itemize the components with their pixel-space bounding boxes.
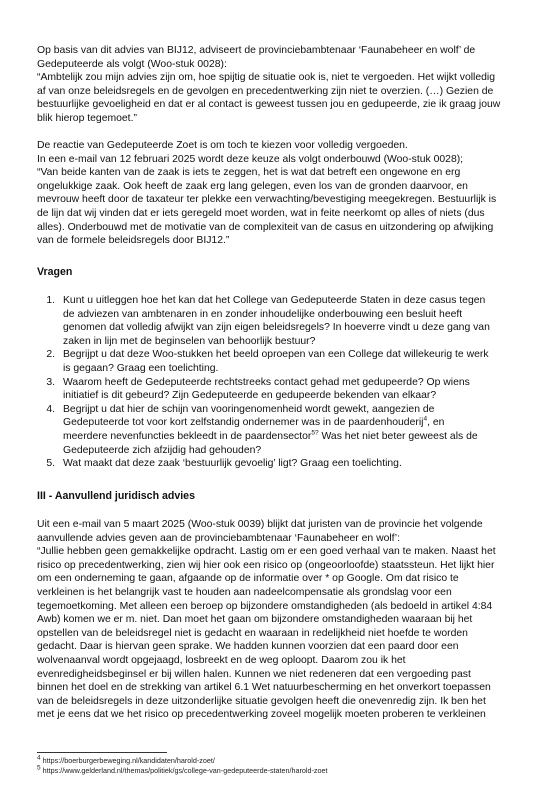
text-fragment: , en (427, 417, 445, 429)
footnote-ref: 4 (423, 415, 428, 423)
text-line: blik hierop tegemoet.” (37, 112, 137, 124)
footnote-mark: 4 (37, 754, 41, 762)
text-line: initiatief is dit gebeurd? Zijn Gedeputeerde en gedupeerde bekenden van elkaar? (63, 390, 437, 402)
footnotes (37, 756, 328, 776)
legal-paragraph (37, 518, 525, 722)
text-line: Awb) komen we er m. niet. Dan moet het gaan om bijzondere omstandigheden waaraan bij het (37, 614, 473, 626)
text-line: mevrouw heeft door de taxateur ter plekke een verwachting/bevestiging meegekregen. Bestuurlijk is (37, 194, 497, 206)
text-line: gedacht. Daar is hiervan geen sprake. We hadden kunnen voorzien dat een paard door een (37, 641, 459, 653)
text-line: De reactie van Gedeputeerde Zoet is om toch te kiezen voor volledig vergoeden. (37, 140, 408, 151)
footnote-link[interactable]: https://boerburgerbeweging.nl/kandidaten/harold-zoet/ (40, 756, 215, 765)
text-line: In een e-mail van 12 februari 2025 wordt deze keuze als volgt onderbouwd (Woo-stuk 0028); (37, 153, 464, 165)
text-line: verkleinen is het belangrijk vast te houden aan nadeelcompensatie als grondslag voor een (37, 586, 452, 598)
text-line: evenredigheidsbeginsel er bij willen halen. Kunnen we niet redeneren dat een vergoeding past (37, 668, 471, 680)
reaction-paragraph (37, 139, 525, 248)
text-line: “Jullie hebben geen gemakkelijke opdracht. Lastig om er een goed verhaal van te maken. Naast het (37, 546, 496, 558)
text-line: van de beleidsregels in deze uitzonderlijke situatie gevolgen heeft die onevenredig zijn. Ik ben het (37, 695, 486, 707)
text-line: is gegaan? Graag een toelichting. (63, 362, 219, 374)
text-line: Gedeputeerde als volgt (Woo-stuk 0028): (37, 58, 227, 70)
text-line: Waarom heeft de Gedeputeerde rechtstreeks contact gehad met gedupeerde? Op wiens (63, 376, 470, 388)
intro-paragraph (37, 44, 525, 126)
text-line: risico op precedentwerking, zien wij hier ook een risico op (ongeoorloofde) staatssteun. Het lijkt hier (37, 559, 495, 571)
list-item (37, 294, 527, 348)
list-number: 1. (46, 295, 55, 306)
text-line: Uit een e-mail van 5 maart 2025 (Woo-stuk 0039) blijkt dat juristen van de provincie het volgende (37, 519, 483, 530)
footnote-link[interactable]: https://www.gelderland.nl/themas/politiek/gs/college-van-gedeputeerde-staten/harold-zoet (40, 766, 328, 775)
list-number: 4. (46, 403, 55, 415)
text-line: genomen dat volledig afwijkt van zijn eigen beleidsregels? In hoeverre vindt u deze gang van (63, 322, 490, 334)
text-line: Op basis van dit advies van BIJ12, adviseert de provinciebambtenaar ‘Faunabeheer en wolf’ de (37, 45, 476, 56)
text-line: Wat maakt dat deze zaak ‘bestuurlijk gevoelig’ ligt? Graag een toelichting. (63, 458, 402, 470)
footnote-mark: 5 (37, 764, 41, 772)
list-item (37, 376, 527, 403)
footnote-item (37, 766, 328, 776)
text-line: alles). Onderbouwd met de motivatie van de complexiteit van de casus en uitzondering op afwijking (37, 221, 494, 233)
questions-heading: Vragen (37, 266, 73, 278)
text-line (63, 416, 527, 430)
text-line: binnen het doel en de strekking van artikel 6.1 Wet natuurbescherming en het onverkort toepassen (37, 682, 491, 694)
text-line: wolvenaanval wordt opgejaagd, losbreekt en de weg oploopt. Daarom zou ik het (37, 654, 406, 666)
list-number: 5. (46, 458, 55, 470)
text-line (63, 430, 527, 444)
text-line: opstellen van de beleidsregel niet is gedacht en waaraan in redelijkheid niet hoefde te worden (37, 627, 468, 639)
list-item (37, 348, 527, 375)
text-line: tegemoetkoming. Met alleen een beroep op bijzondere omstandigheden (als bedoeld in artikel 4:84 (37, 600, 493, 612)
text-line: de lijn dat wij vinden dat er iets geregeld moet worden, wat in feite neerkomt op alles of niets (dus (37, 207, 485, 219)
text-line: zaken in lijn met de beginselen van behoorlijk bestuur? (63, 335, 316, 347)
text-line: Kunt u uitleggen hoe het kan dat het College van Gedeputeerde Staten in deze casus tegen (63, 295, 486, 306)
questions-list (37, 294, 527, 471)
footnote-ref: 5? (311, 429, 319, 437)
footnote-divider (37, 752, 167, 753)
text-line: Gedeputeerde zich afzijdig had gehouden? (63, 444, 262, 456)
text-line: ongelukkige zaak. Ook heeft de zaak erg lang gelegen, even los van de gronden daarvoor, en (37, 180, 468, 192)
list-number: 2. (46, 349, 55, 361)
text-line: de adviezen van ambtenaren in en zonder inhoudelijke onderbouwing een besluit heeft (63, 308, 463, 320)
text-line: bestuurlijke gevoeligheid en dat er al contact is geweest tussen jou en gedupeerde, zie ik graag jouw (37, 99, 501, 111)
text-line: Begrijpt u dat hier de schijn van vooringenomenheid wordt gewekt, aangezien de (63, 403, 435, 415)
text-line: om een onderneming te gaan, afgaande op de informatie over * op Google. Om dat risico te (37, 573, 459, 585)
text-line: Begrijpt u dat deze Woo-stukken het beeld oproepen van een College dat willekeurig te werk (63, 349, 489, 361)
text-line: van de formele beleidsregels door BIJ12.” (37, 235, 230, 247)
list-number: 3. (46, 376, 55, 388)
list-item (37, 457, 527, 471)
list-item (37, 403, 527, 457)
text-fragment: meerdere nevenfuncties bekleedt in de paardensector (63, 430, 312, 442)
text-line: af van onze beleidsregels en de gevolgen en precedentwerking zijn niet te overzien. (…) Gezien de (37, 85, 494, 97)
text-line: met je eens dat we het risico op precedentwerking zoveel mogelijk moeten proberen te verkleinen (37, 709, 486, 721)
section-heading: III - Aanvullend juridisch advies (37, 490, 195, 502)
text-line: aanvullende advies geven aan de provinciebambtenaar ‘Faunabeheer en wolf’: (37, 532, 400, 544)
text-line: “Ambtelijk zou mijn advies zijn om, hoe spijtig de situatie ook is, niet te vergoeden. Het wijkt volledig (37, 72, 495, 84)
footnote-item (37, 756, 328, 766)
text-line: “Van beide kanten van de zaak is iets te zeggen, het is wat dat betreft een ongewone en erg (37, 167, 461, 179)
text-fragment: Was het niet beter geweest als de (318, 430, 478, 442)
text-fragment: Gedeputeerde tot voor kort zelfstandig ondernemer was in de paardenhouderij (63, 417, 424, 429)
